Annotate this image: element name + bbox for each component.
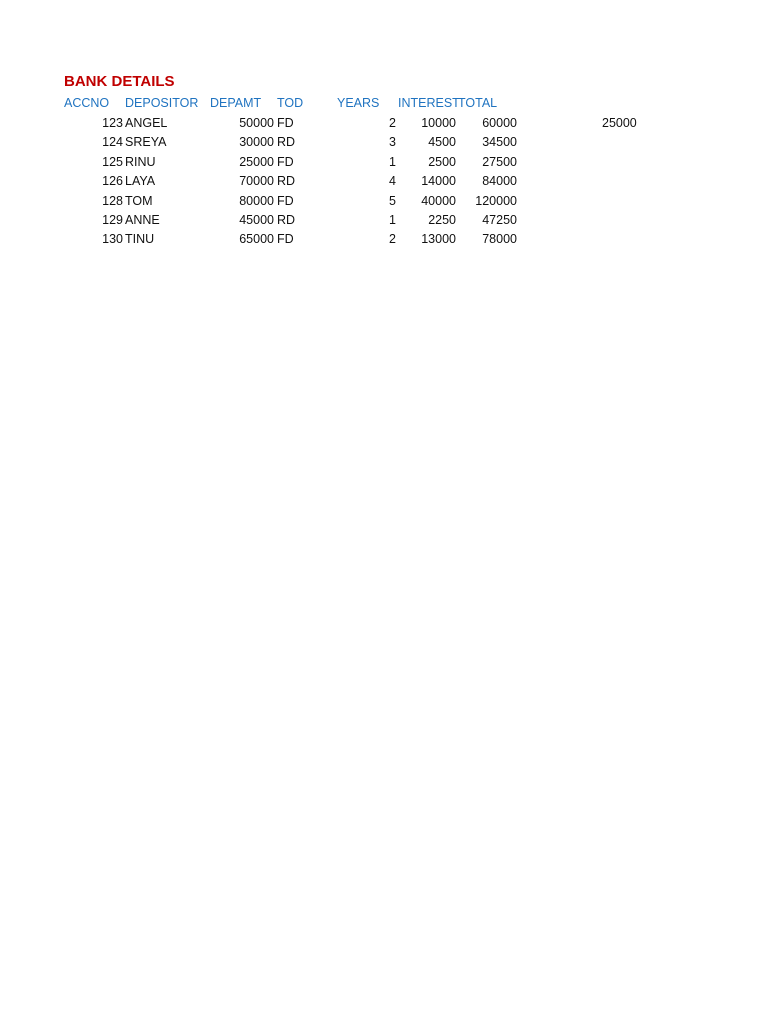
table-row: [0, 114, 768, 133]
cell-depositor: TOM: [125, 193, 153, 208]
cell-years: 2: [389, 232, 396, 247]
cell-interest: 40000: [421, 193, 456, 208]
cell-depamt: 80000: [239, 193, 274, 208]
header-total: TOTAL: [458, 96, 498, 110]
header-years: YEARS: [337, 96, 380, 110]
sheet-title: BANK DETAILS: [64, 73, 175, 90]
cell-years: 1: [389, 154, 396, 169]
cell-total: 84000: [482, 174, 517, 189]
cell-years: 1: [389, 213, 396, 227]
cell-interest: 14000: [421, 174, 456, 189]
cell-depamt: 50000: [239, 116, 274, 130]
cell-years: 3: [389, 135, 396, 150]
cell-years: 5: [389, 193, 396, 208]
cell-accno: 128: [102, 193, 123, 208]
cell-years: 4: [389, 174, 396, 189]
cell-depositor: ANGEL: [125, 116, 168, 130]
cell-interest: 10000: [421, 116, 456, 130]
cell-tod: FD: [277, 193, 294, 208]
cell-total: 60000: [482, 116, 517, 130]
cell-total: 47250: [482, 213, 517, 227]
header-interest: INTEREST: [398, 96, 460, 110]
cell-interest: 4500: [428, 135, 456, 150]
header-depamt: DEPAMT: [210, 96, 262, 110]
header-tod: TOD: [277, 96, 304, 110]
cell-years: 2: [389, 116, 396, 130]
cell-tod: RD: [277, 135, 296, 150]
table-row: [0, 133, 768, 152]
table-row: [0, 153, 768, 172]
cell-accno: 126: [102, 174, 123, 189]
cell-accno: 129: [102, 213, 123, 227]
cell-accno: 130: [102, 232, 123, 247]
cell-tod: FD: [277, 116, 294, 130]
cell-depamt: 65000: [239, 232, 274, 247]
cell-depamt: 30000: [239, 135, 274, 150]
cell-depositor: LAYA: [125, 174, 156, 189]
cell-total: 120000: [475, 193, 517, 208]
table-row: [0, 230, 768, 249]
cell-depamt: 45000: [239, 213, 274, 227]
table-row: [0, 211, 768, 230]
header-depositor: DEPOSITOR: [125, 96, 199, 110]
cell-depositor: SREYA: [125, 135, 167, 150]
table-row: [0, 172, 768, 191]
header-accno: ACCNO: [64, 96, 110, 110]
cell-accno: 125: [102, 154, 123, 169]
cell-depositor: TINU: [125, 232, 155, 247]
cell-depositor: RINU: [125, 154, 156, 169]
cell-total: 78000: [482, 232, 517, 247]
cell-tod: FD: [277, 232, 294, 247]
cell-depamt: 25000: [239, 154, 274, 169]
cell-total: 27500: [482, 154, 517, 169]
cell-depositor: ANNE: [125, 213, 160, 227]
cell-tod: RD: [277, 213, 296, 227]
cell-total: 34500: [482, 135, 517, 150]
cell-accno: 123: [102, 116, 123, 130]
cell-interest: 2500: [428, 154, 456, 169]
cell-accno: 124: [102, 135, 123, 150]
table-row: [0, 192, 768, 211]
cell-tod: FD: [277, 154, 294, 169]
cell-interest: 13000: [421, 232, 456, 247]
cell-extra: 25000: [602, 116, 637, 130]
cell-tod: RD: [277, 174, 296, 189]
cell-depamt: 70000: [239, 174, 274, 189]
cell-interest: 2250: [428, 213, 456, 227]
